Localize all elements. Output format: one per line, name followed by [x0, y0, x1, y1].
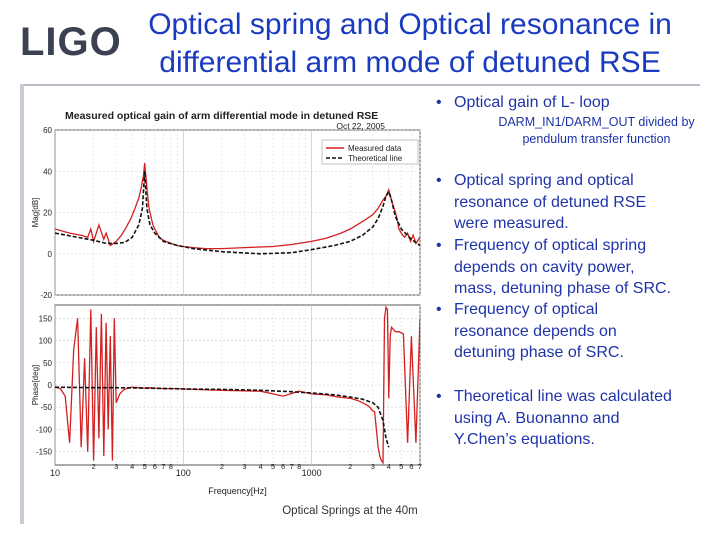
legend-label: Measured data [348, 144, 402, 153]
x-tick-label: 10 [49, 468, 61, 478]
x-axis-label: Frequency[Hz] [208, 486, 267, 496]
line: mass, detuning phase of SRC. [454, 280, 672, 297]
legend-label: Theoretical line [348, 154, 403, 163]
x-tick-label: 7 [289, 462, 294, 471]
y-tick-label: 100 [38, 336, 52, 346]
bullet-dot: • [436, 172, 442, 189]
line: Optical spring and optical [454, 172, 634, 189]
y-tick-label: -50 [40, 403, 52, 413]
x-tick-label: 2 [91, 462, 96, 471]
bullet-dot: • [436, 388, 442, 405]
line: using A. Buonanno and [454, 409, 620, 427]
x-tick-label: 3 [114, 462, 119, 471]
x-tick-label: 4 [130, 462, 135, 471]
x-tick-label: 7 [417, 462, 423, 471]
x-tick-label: 2 [219, 462, 224, 471]
x-tick-label: 5 [270, 462, 276, 471]
y-tick-label: -150 [35, 447, 52, 457]
footer-text: Optical Springs at the 40m [282, 505, 418, 517]
x-tick-label: 5 [399, 462, 404, 471]
y-axis-label: Phase[deg] [31, 364, 40, 406]
y-tick-label: 150 [38, 314, 52, 324]
title-line-1: Optical spring and Optical resonance in [148, 8, 672, 41]
x-tick-label: 8 [297, 462, 302, 471]
x-tick-label: 7 [161, 462, 166, 471]
bode-plot [30, 100, 430, 500]
bullet-text [454, 386, 672, 451]
line: detuning phase of SRC. [454, 344, 624, 361]
x-tick-label: 5 [142, 462, 147, 471]
ligo-logo [20, 18, 120, 66]
y-tick-label: 0 [47, 249, 52, 259]
x-tick-label: 3 [242, 462, 247, 471]
bullet-dot: • [436, 237, 442, 254]
y-tick-label: 60 [43, 126, 52, 135]
y-tick-label: -20 [40, 291, 52, 300]
bullet-sub-note [484, 114, 709, 147]
x-tick-label: 6 [152, 462, 157, 471]
slide-title [120, 6, 700, 82]
x-tick-label: 2 [348, 462, 353, 471]
x-tick-label: 6 [409, 462, 414, 471]
bode-plot-figure [30, 100, 430, 505]
line: Y.Chen’s equations. [454, 431, 595, 448]
title-divider [20, 84, 700, 86]
line: resonance of detuned RSE [454, 193, 647, 211]
title-line-2: differential arm mode of detuned RSE [159, 46, 661, 79]
line: Theoretical line was calculated [454, 388, 672, 405]
left-divider [20, 84, 24, 524]
y-tick-label: -100 [35, 425, 52, 435]
x-tick-label: 8 [168, 462, 173, 471]
y-tick-label: 50 [43, 358, 52, 368]
sub-line-2: pendulum transfer function [522, 131, 671, 146]
line: Frequency of optical spring [454, 237, 647, 254]
x-tick-label: 3 [370, 462, 375, 471]
line: Frequency of optical [454, 301, 599, 318]
chart-annotation: Oct 22, 2005 [336, 121, 385, 131]
bullet-text [454, 170, 646, 235]
line: resonance depends on [454, 322, 617, 340]
chart-title: Measured optical gain of arm differential mode in detuned RSE [65, 110, 379, 122]
x-tick-label: 1000 [301, 468, 322, 478]
ligo-logo-text: LIGO [20, 20, 122, 64]
bullet-text [454, 235, 671, 300]
bullet-text: Optical gain of L- loop [454, 94, 610, 111]
y-tick-label: 20 [43, 208, 52, 218]
line: depends on cavity power, [454, 258, 635, 276]
x-tick-label: 4 [386, 462, 391, 471]
line: were measured. [454, 215, 569, 232]
x-tick-label: 100 [175, 468, 191, 478]
y-axis-label: Mag[dB] [31, 197, 40, 228]
sub-line-1: DARM_IN1/DARM_OUT divided by [498, 115, 695, 129]
bullet-dot: • [436, 94, 442, 111]
bullet-dot: • [436, 301, 442, 318]
y-tick-label: 0 [47, 381, 52, 390]
x-tick-label: 4 [258, 462, 263, 471]
x-tick-label: 6 [281, 462, 286, 471]
bullet-text [454, 299, 624, 364]
y-tick-label: 40 [43, 167, 52, 177]
